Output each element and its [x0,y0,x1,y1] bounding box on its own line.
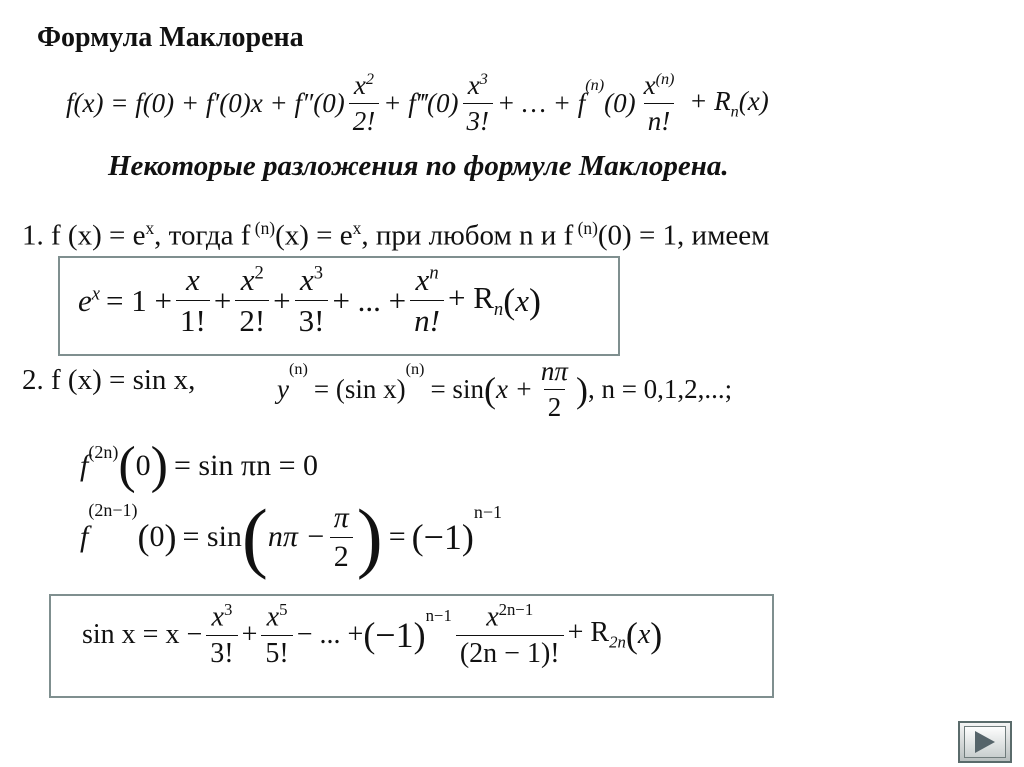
f-symbol: f [80,520,89,553]
maclaurin-term-2: $\frac{x^2}{2!}$ [349,70,380,137]
item-1-text: 1. f $(x) = e^x$, тогда f $^{(n)}(x) = e^x$, при любом n и f $^{(n)}$(0) = 1, имеем [22,218,770,252]
paren-open: ( [137,517,150,557]
paren-open: ( [118,437,136,494]
exp-plus-1: + [213,282,232,318]
slide-title: Формула Маклорена [37,22,304,53]
sin-lhs: sin x = x − [82,619,203,651]
sin-x-power: = (sin x) [313,374,406,404]
paren-close: ) [150,437,168,494]
exp-paren-open: ( [503,280,516,321]
n-values: , n = 0,1,2,...; [587,374,733,404]
maclaurin-term-3: $\frac{x^3}{3!}$ [463,70,494,137]
maclaurin-plus-1: + f‴(0) [383,88,459,118]
exp-term-2: $\frac{x^2}{2!}$ [235,262,269,339]
exp-plus-2: + [273,282,291,318]
sin-label: = sin [182,520,242,553]
sin-paren-close: ) [650,615,663,656]
exp-series [78,262,541,339]
sin-paren-close: ) [575,369,588,410]
sin-remainder-x: x [637,619,651,651]
exp-eq: = 1 + [106,282,172,318]
item-2-label: 2. f (x) = sin x, [22,364,196,396]
sin-x-sup: (n) [405,360,425,378]
sin-derivative-formula [277,356,732,423]
next-slide-button[interactable] [958,721,1012,763]
next-slide-frame [964,726,1006,758]
odd-derivative-eq [80,493,503,580]
pi-over-2: $\frac{\pi}{2}$ [330,501,353,574]
exp-term-n: $\frac{x^n}{n!}$ [410,262,444,339]
x-plus: x + [495,374,533,404]
sin-term-n: $\frac{x^{2n-1}}{(2n - 1)!}$ [456,600,564,670]
sin-label: = sin [430,374,484,404]
maclaurin-paren0: (0) [604,88,636,118]
y-symbol: y [277,374,289,404]
sin-term-3: $\frac{x^3}{3!}$ [206,600,237,670]
maclaurin-lhs: f(x) = f(0) + f′(0)x + f″(0) [66,88,345,118]
play-triangle-icon [975,731,995,753]
maclaurin-remainder: + $R_n(x)$ [689,85,769,121]
big-paren-close: ) [356,493,383,580]
paren-close: ) [164,517,177,557]
exp-term-3: $\frac{x^3}{3!}$ [295,262,329,339]
exp-remainder: + $R_n$ [448,279,504,321]
sin-paren-open: ( [625,615,638,656]
sin-minus-one: (−1) [363,615,426,656]
zero: 0 [149,520,165,553]
sin-remainder: + $R_{2n}$ [567,617,626,652]
section-subtitle: Некоторые разложения по формуле Маклорена. [108,150,729,182]
sin-paren-open: ( [483,369,496,410]
maclaurin-plus-2: + … + f [497,88,586,118]
y-sup: (n) [288,360,308,378]
even-derivative-eq [80,437,318,494]
exp-remainder-x: x [515,282,529,318]
sin-term-5: $\frac{x^5}{5!}$ [261,600,292,670]
sin-minus-one-exp: n−1 [425,606,452,625]
minus-one-exp: n−1 [473,502,503,522]
npi-over-2: $\frac{n\pi}{2}$ [540,356,568,422]
even-derivative-value: = sin πn = 0 [174,449,318,482]
exp-term-1: $\frac{x}{1!}$ [176,262,210,339]
maclaurin-formula [66,70,769,137]
zero: 0 [135,449,151,482]
maclaurin-term-n: $\frac{x^{(n)}}{n!}$ [643,70,675,136]
exp-dots: + ... + [332,282,407,318]
exp-paren-close: ) [528,280,541,321]
sin-dots: − ... + [296,619,364,651]
f-symbol: f [80,449,89,482]
maclaurin-n-exp: (n) [585,76,605,94]
equals: = [388,520,406,553]
big-paren-open: ( [241,493,268,580]
f-sup-2n-1: (2n−1) [88,500,138,520]
sin-series [82,600,662,670]
npi-minus: nπ − [267,520,326,553]
f-sup-2n: (2n) [88,442,119,462]
minus-one: (−1) [411,517,474,557]
exp-lhs: $e^x$ [78,282,101,318]
sin-plus: + [241,619,258,651]
